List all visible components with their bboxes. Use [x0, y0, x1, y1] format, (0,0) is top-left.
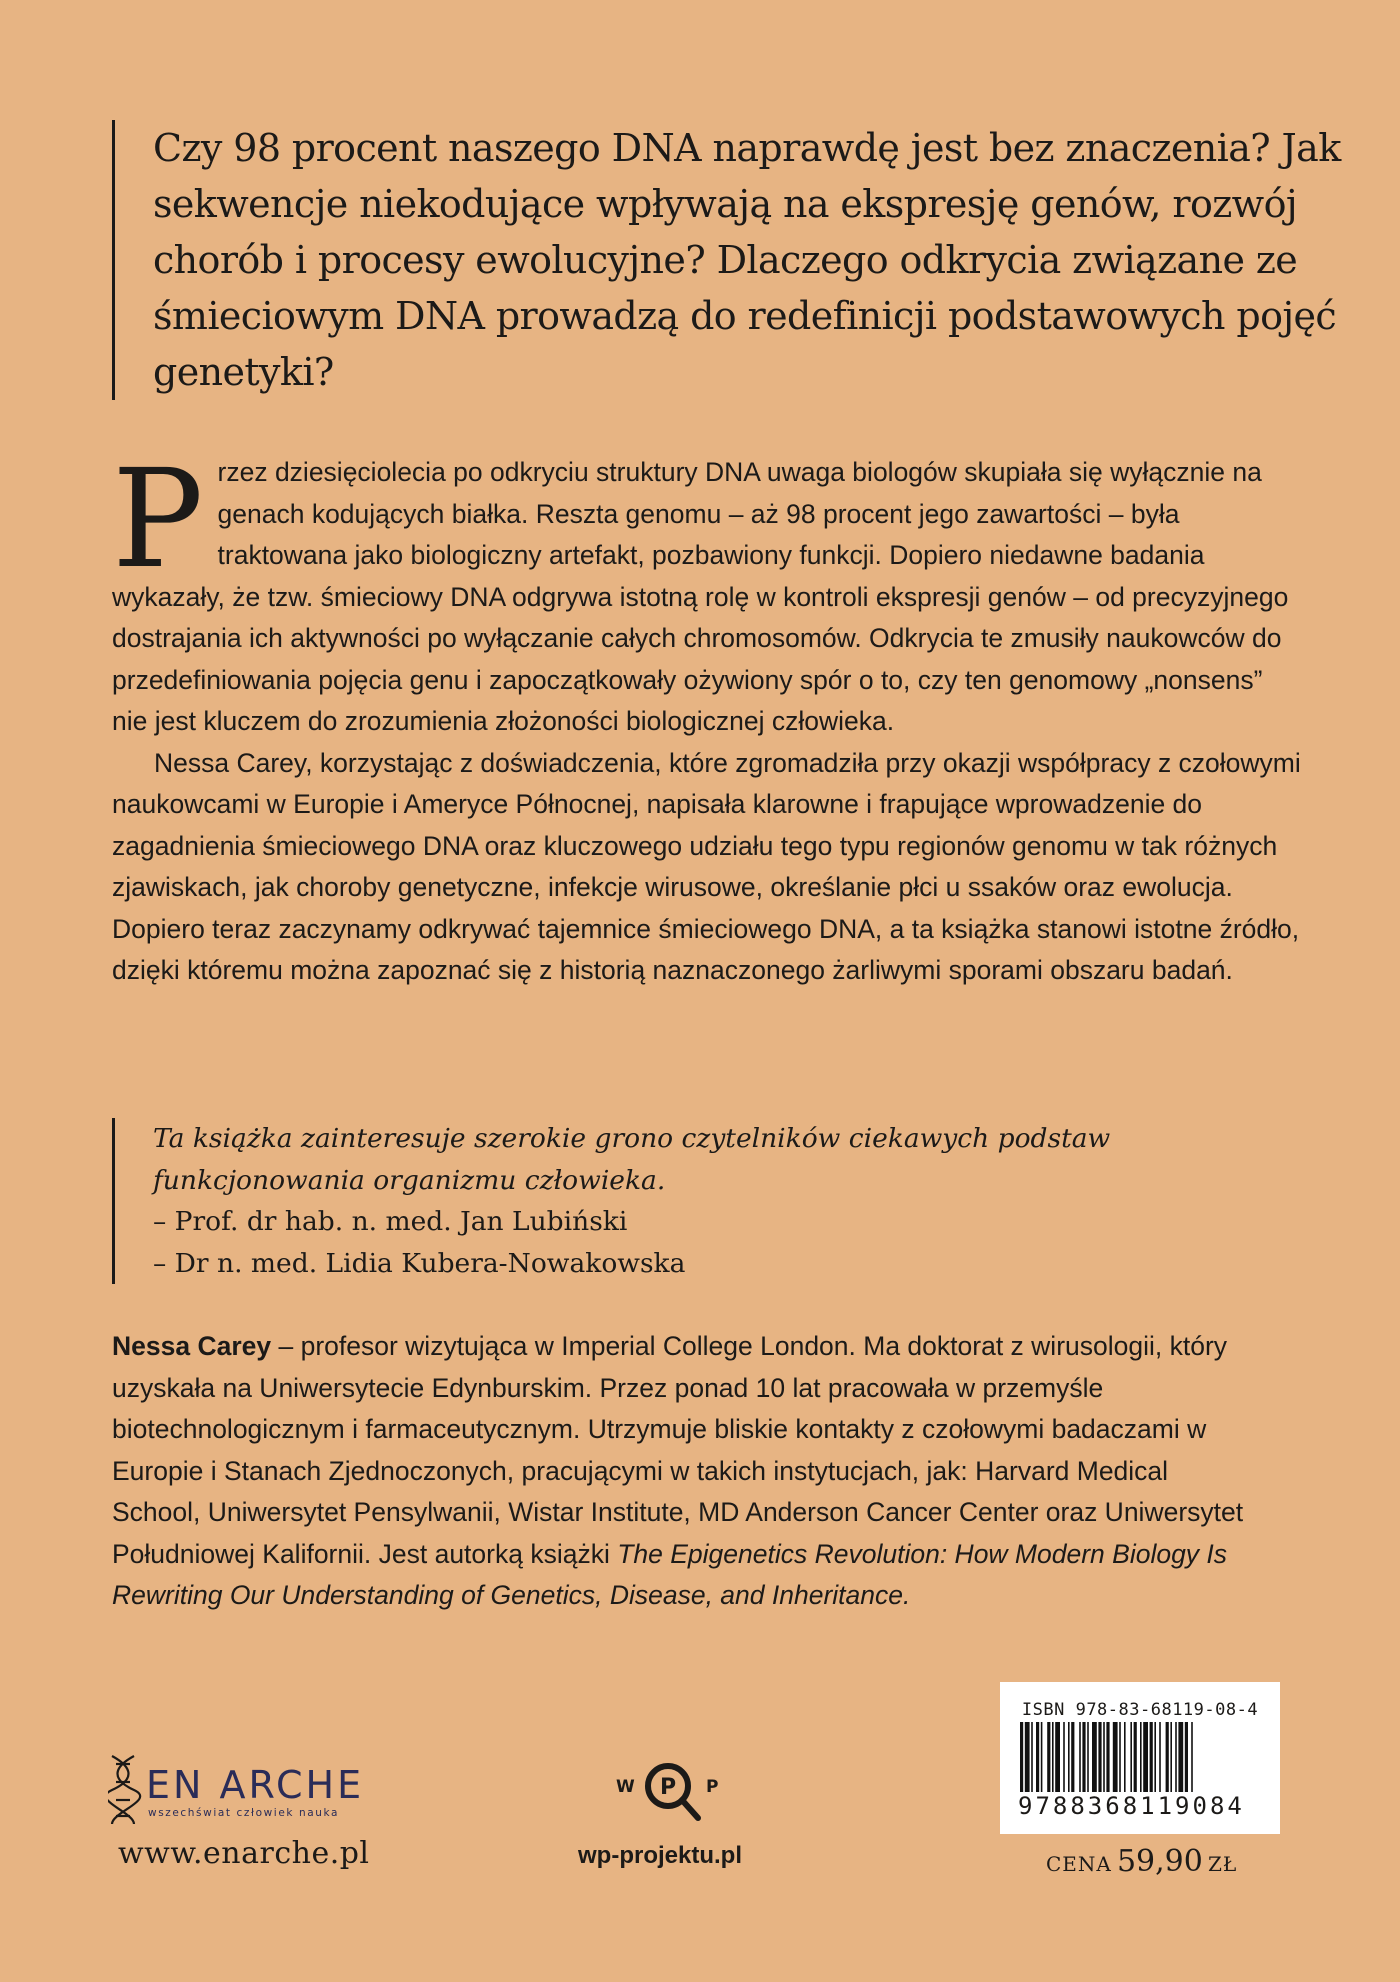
- barcode-bar: [1079, 1722, 1081, 1792]
- enarche-url[interactable]: www.enarche.pl: [118, 1836, 370, 1871]
- barcode-bar: [1175, 1722, 1177, 1792]
- barcode-bar: [1143, 1722, 1148, 1792]
- wpp-url[interactable]: wp-projektu.pl: [578, 1842, 742, 1869]
- barcode-bar: [1041, 1722, 1043, 1792]
- author-bio-text: – profesor wizytująca w Imperial College London. Ma doktorat z wirusologii, który uzyskała na Uniwersytecie Edynburskim. Przez ponad 10 lat pracowała w przemyśle biotechnologicznym i farmaceutycznym. Utrzymuje bliskie kontakty z czołowymi badaczami w Europie i Stanach Zjednoczonych, pracującymi w takich instytucjach, jak: Harvard Medical School, Uniwersytet Pensylwanii, Wistar Institute, MD Anderson Cancer Center oraz Uniwersytet Południowej Kalifornii. Jest autorką książki: [112, 1331, 1244, 1569]
- wpp-letter-p-right: P: [706, 1777, 719, 1797]
- author-bio-paragraph: [112, 1326, 1252, 1617]
- barcode-bar: [1098, 1722, 1101, 1792]
- author-book-title: The Epigenetics Revolution: How Modern Biology Is Rewriting Our Understanding of Genetics, Disease, and Inheritance.: [112, 1538, 1228, 1610]
- isbn-barcode: [1000, 1682, 1280, 1834]
- barcode-bar: [1140, 1722, 1142, 1792]
- endorsement-quote: Ta książka zainteresuje szerokie grono czytelników ciekawych podstaw funkcjonowania organizmu człowieka.: [153, 1123, 1111, 1196]
- barcode-bar: [1071, 1722, 1074, 1792]
- drop-cap: P: [112, 441, 204, 599]
- wpp-letter-w: W: [616, 1777, 635, 1797]
- price-value: 59,90: [1116, 1844, 1203, 1879]
- lead-question-text: Czy 98 procent naszego DNA naprawdę jest bez znaczenia? Jak sekwencje niekodujące wpływają na ekspresję genów, rozwój chorób i procesy ewolucyjne? Dlaczego odkrycia związane ze śmieciowym DNA prowadzą do redefinicji podstawowych pojęć genetyki?: [153, 126, 1341, 394]
- barcode-bar: [1052, 1722, 1054, 1792]
- barcode-bar: [1082, 1722, 1085, 1792]
- enarche-wordmark: EN ARCHE: [146, 1763, 365, 1807]
- barcode-bar: [1124, 1722, 1126, 1792]
- lead-question-block: [112, 120, 1383, 400]
- barcode-bar: [1130, 1722, 1132, 1792]
- barcode-bar: [1159, 1722, 1161, 1792]
- barcode-bar: [1185, 1722, 1188, 1792]
- barcode-bar: [1055, 1722, 1060, 1792]
- barcode-bar: [1103, 1722, 1105, 1792]
- barcode-bar: [1150, 1722, 1153, 1792]
- barcode-bar: [1087, 1722, 1089, 1792]
- enarche-tagline: wszechświat człowiek nauka: [148, 1807, 340, 1819]
- barcode-digits: 9788368119084: [1016, 1792, 1270, 1820]
- enarche-logo: [108, 1754, 378, 1826]
- book-description: [112, 441, 1302, 992]
- endorsement-author-1: – Prof. dr hab. n. med. Jan Lubiński: [153, 1206, 628, 1237]
- price-label: CENA: [1046, 1852, 1112, 1876]
- barcode-bar: [1036, 1722, 1039, 1792]
- endorsement-block: [112, 1118, 1253, 1284]
- barcode-bar: [1106, 1722, 1109, 1802]
- barcode-bar: [1031, 1722, 1033, 1792]
- barcode-bar: [1068, 1722, 1070, 1792]
- dna-helix-icon: [108, 1756, 140, 1824]
- description-paragraph-1: [112, 441, 1302, 743]
- author-name: Nessa Carey: [112, 1331, 272, 1361]
- barcode-bar: [1113, 1722, 1118, 1792]
- barcode-bar: [1178, 1722, 1183, 1792]
- wpp-logo: [610, 1752, 730, 1842]
- barcode-bar: [1047, 1722, 1050, 1792]
- barcode-bar: [1134, 1722, 1137, 1792]
- barcode-bar: [1166, 1722, 1169, 1792]
- wpp-letter-p-center: P: [660, 1775, 677, 1800]
- barcode-bar: [1191, 1722, 1193, 1802]
- price-currency: ZŁ: [1207, 1852, 1238, 1876]
- barcode-bar: [1020, 1722, 1023, 1802]
- barcode-bar: [1119, 1722, 1121, 1792]
- barcode-bars: [1020, 1722, 1264, 1802]
- price: [1046, 1844, 1237, 1879]
- isbn-number: ISBN 978-83-68119-08-4: [1021, 1700, 1259, 1720]
- barcode-bar: [1092, 1722, 1097, 1792]
- description-paragraph-1-text: rzez dziesięciolecia po odkryciu struktury DNA uwaga biologów skupiała się wyłącznie na genach kodujących białka. Reszta genomu – aż 98 procent jego zawartości – była traktowana jako biologiczny artefakt, pozbawiony funkcji. Dopiero niedawne badania wykazały, że tzw. śmieciowy DNA odgrywa istotną rolę w kontroli ekspresji genów – od precyzyjnego dostrajania ich aktywności po wyłączanie całych chromosomów. Odkrycia te zmusiły naukowców do przedefiniowania pojęcia genu i zapoczątkowały ożywiony spór o to, czy ten genomowy „nonsens” nie jest kluczem do zrozumienia złożoności biologicznej człowieka.: [112, 457, 1289, 736]
- barcode-bar: [1170, 1722, 1172, 1792]
- barcode-bar: [1025, 1722, 1030, 1802]
- barcode-bar: [1063, 1722, 1065, 1792]
- description-paragraph-2: Nessa Carey, korzystając z doświadczenia, które zgromadziła przy okazji współpracy z czołowymi naukowcami w Europie i Ameryce Północnej, napisała klarowne i frapujące wprowadzenie do zagadnienia śmieciowego DNA oraz kluczowego udziału tego typu regionów genomu w tak różnych zjawiskach, jak choroby genetyczne, infekcje wirusowe, określanie płci u ssaków oraz ewolucja. Dopiero teraz zaczynamy odkrywać tajemnice śmieciowego DNA, a ta książka stanowi istotne źródło, dzięki któremu można zapoznać się z historią naznaczonego żarliwymi sporami obszaru badań.: [112, 747, 1301, 985]
- endorsement-author-2: – Dr n. med. Lidia Kubera-Nowakowska: [153, 1247, 686, 1279]
- author-bio: [112, 1326, 1252, 1617]
- barcode-bar: [1154, 1722, 1156, 1792]
